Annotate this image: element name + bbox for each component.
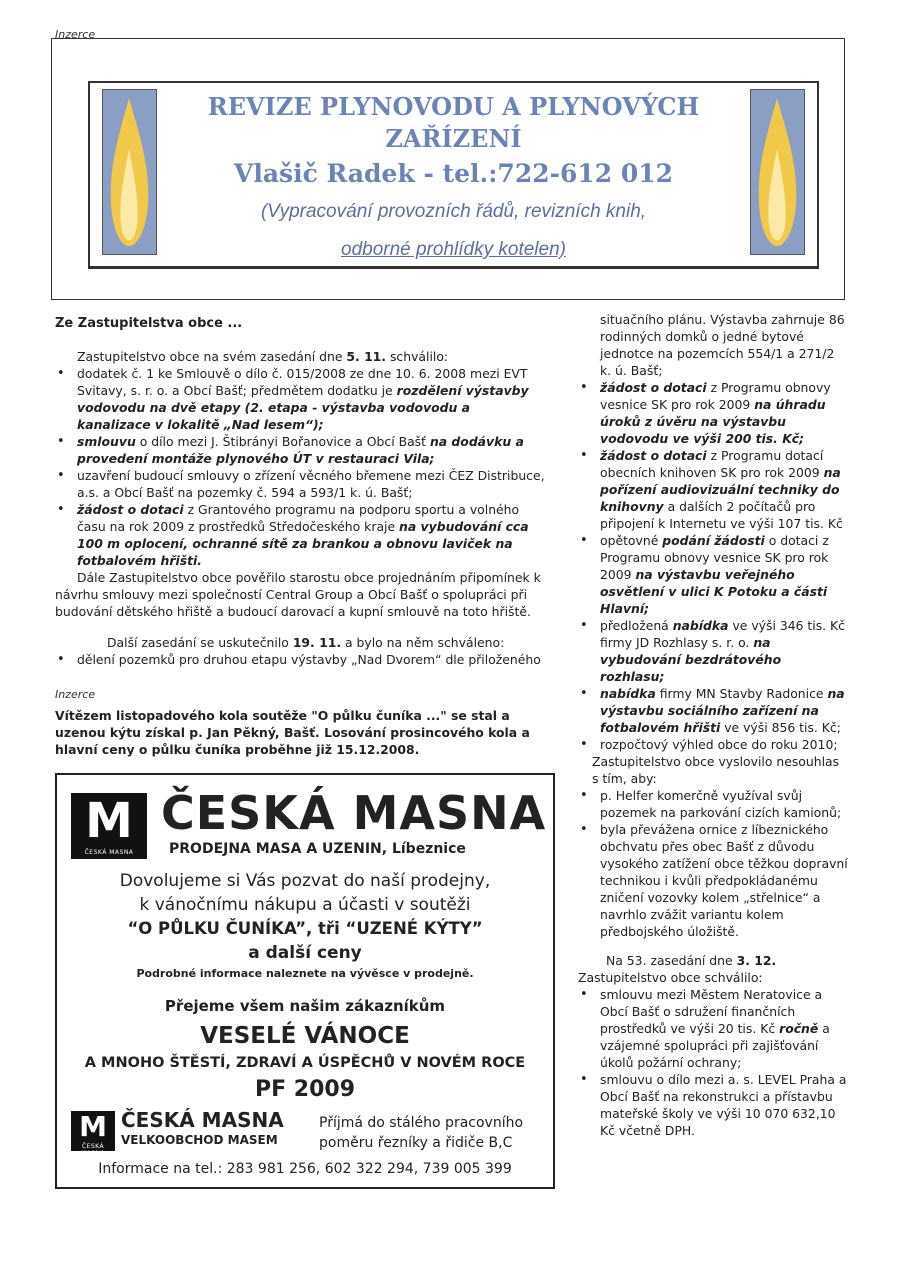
ad-info-line: Podrobné informace naleznete na vývěsce v prodejně. [136,967,474,980]
ad-contact: Vlašič Radek - tel.:722-612 012 [233,159,674,188]
ad-job-line2: poměru řezníky a řidiče B,C [319,1135,513,1151]
ceska-masna-ad [55,773,555,1189]
list-item: • dělení pozemků pro druhou etapu výstavby „Nad Dvorem“ dle přiloženého [55,651,545,668]
flame-icon [750,89,805,255]
gas-revision-ad [88,81,819,269]
ad-services-line1: (Vypracování provozních řádů, revizních knih, [260,201,647,222]
ad-invite-line2: k vánočnímu nákupu a účasti v soutěži [139,895,471,915]
ad-heading-line2: ZAŘÍZENÍ [385,124,522,153]
intro-paragraph: Zastupitelstvo obce na svém zasedání dne 5. 11. schválilo: [77,349,449,364]
list-item: • opětovné podání žádosti o dotaci z Programu obnovy vesnice SK pro rok 2009 na výstavbu veřejného osvětlení v ulici K Potoku a části Hlavní; [578,532,848,617]
ad-tag: Inzerce [55,688,96,701]
ad-job-line1: Příjmá do stálého pracovního [319,1115,524,1131]
list-item: • smlouvu mezi Městem Neratovice a Obcí Bašť o sdružení finančních prostředků ve výši 20 tis. Kč ročně a vzájemné spolupráci při zajišťování úkolů požární ochrany; [578,986,848,1071]
list-item: • uzavření budoucí smlouvy o zřízení věcného břemene mezi ČEZ Distribuce, a.s. a Obcí Bašť na pozemky č. 594 a 593/1 k. ú. Bašť; [55,467,545,501]
flame-icon [102,89,157,255]
session-paragraph: Na 53. zasedání dne 3. 12. Zastupitelstvo obce schválilo: [578,953,777,985]
ad-heading-line1: REVIZE PLYNOVODU A PLYNOVÝCH [207,92,700,121]
ad-brand-title: ČESKÁ MASNA [161,786,547,840]
list-item: • dodatek č. 1 ke Smlouvě o dílo č. 015/2008 ze dne 10. 6. 2008 mezi EVT Svitavy, s. r. o. a Obcí Bašť; předmětem dodatku je rozdělení výstavby vodovodu na dvě etapy (2. etapa - výstavba vodovodu a kanalizace v lokalitě „Nad lesem“); [55,365,545,433]
ad-tag: Inzerce [55,28,96,41]
article-title: Ze Zastupitelstva obce ... [55,316,243,331]
list-item: • p. Helfer komerčně využíval svůj pozemek na parkování cizích kamionů; [578,787,848,821]
contest-winner-text: Vítězem listopadového kola soutěže "O půlku čuníka ..." se stal a uzenou kýtu získal p. Jan Pěkný, Bašť. Losování prosincového kola a hlavní ceny o půlku čuníka proběhne již 15.12.2008. [55,708,530,757]
list-item: • rozpočtový výhled obce do roku 2010; [578,736,848,753]
list-item: • byla převážena ornice z líbeznického obchvatu přes obec Bašť z důvodu vysokého zatížení obce těžkou dopravní technikou i kvůli předpokládanému zničení vozovky kolem „střelnice“ a navrhlo zvážit variantu kolem předbojského úložiště. [578,821,848,940]
article-right-column [578,311,848,1139]
article-left-column [55,348,545,668]
list-item: • žádost o dotaci z Grantového programu na podporu sportu a volného času na rok 2009 z prostředků Středočeského kraje na vybudování cca 100 m oplocení, ochranné sítě za brankou a obnovu laviček na fotbalovém hřišti. [55,501,545,569]
list-item: • smlouvu o dílo mezi a. s. LEVEL Praha a Obcí Bašť na rekonstrukci a přístavbu mateřské školy ve výši 10 070 632,10 Kč včetně DPH. [578,1071,848,1139]
ad-pf-line: PF 2009 [254,1077,356,1102]
ad-services-line2: odborné prohlídky kotelen) [341,239,566,260]
disagree-paragraph: Zastupitelstvo obce vyslovilo nesouhlas s tím, aby: [592,754,840,786]
list-item: • žádost o dotaci z Programu obnovy vesnice SK pro rok 2009 na úhradu úroků z úvěru na výstavbu vodovodu ve výši 200 tis. Kč; [578,379,848,447]
next-session-paragraph: Další zasedání se uskutečnilo 19. 11. a bylo na něm schváleno: [107,635,505,650]
list-item: • nabídka firmy MN Stavby Radonice na výstavbu sociálního zařízení na fotbalovém hřišti ve výši 856 tis. Kč; [578,685,848,736]
ad-xmas-line: VESELÉ VÁNOCE [200,1023,410,1049]
list-item: • žádost o dotaci z Programu dotací obecních knihoven SK pro rok 2009 na pořízení audiovizuální techniky do knihovny a dalších 2 počítačů pro připojení k Internetu ve výši 107 tis. Kč [578,447,848,532]
continued-paragraph: situačního plánu. Výstavba zahrnuje 86 rodinných domků o jedné bytové jednotce na pozemcích 554/1 a 271/2 k. ú. Bašť; [600,312,845,378]
ad-shop-name: PRODEJNA MASA A UZENIN, Líbeznice [169,841,466,857]
ad-wholesale-brand: ČESKÁ MASNA [121,1108,284,1132]
ad-wholesale-label: VELKOOBCHOD MASEM [121,1133,278,1147]
ad-wish-line: Přejeme všem našim zákazníkům [164,997,446,1015]
ceska-masna-logo: M ČESKÁ MASNA [71,793,147,859]
list-item: • smlouvu o dílo mezi J. Štibrányi Bořanovice a Obcí Bašť na dodávku a provedení montáže plynového ÚT v restauraci Vila; [55,433,545,467]
ceska-masna-logo: M ČESKÁ MASNA [71,1111,115,1151]
ad-contest-line: “O PŮLKU ČUNÍKA”, tři “UZENÉ KÝTY” [127,919,483,938]
further-paragraph: Dále Zastupitelstvo obce pověřilo starostu obce projednáním připomínek k návrhu smlouvy mezi společností Central Group a Obcí Bašť o spolupráci při budování dětského hřiště a budoucí darovací a kupní smlouvě na toto hřiště. [55,570,541,619]
ad-phone-line: Informace na tel.: 283 981 256, 602 322 294, 739 005 399 [98,1161,512,1177]
ad-luck-line: A MNOHO ŠTĚSTÍ, ZDRAVÍ A ÚSPĚCHŮ V NOVÉM ROCE [84,1055,526,1071]
ad-invite-line1: Dovolujeme si Vás pozvat do naší prodejny, [119,871,491,891]
ad-more-prizes: a další ceny [248,943,362,963]
list-item: • předložená nabídka ve výši 346 tis. Kč firmy JD Rozhlasy s. r. o. na vybudování bezdrátového rozhlasu; [578,617,848,685]
